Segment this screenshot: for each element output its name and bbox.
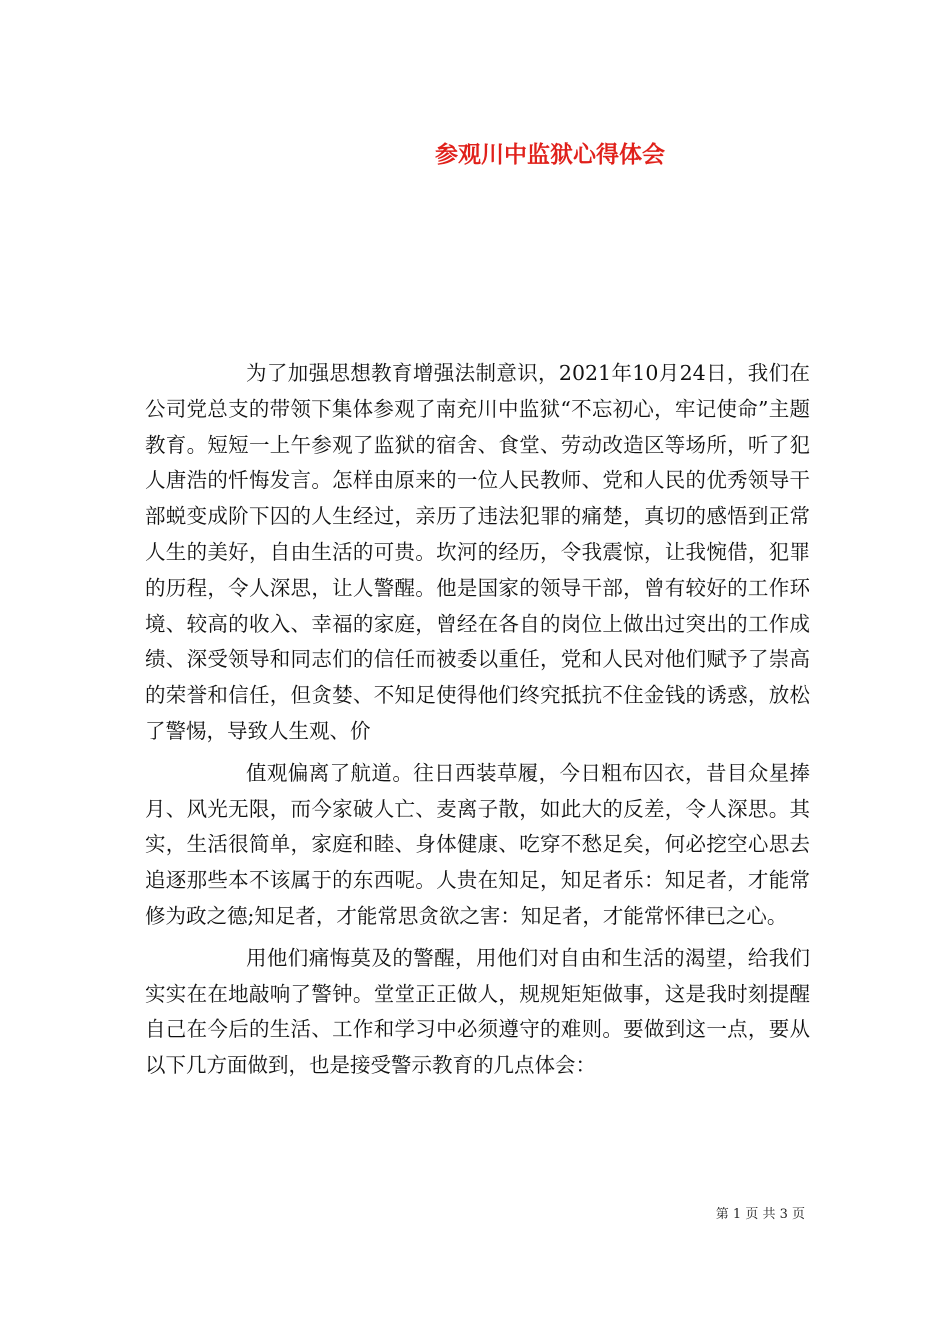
document-body xyxy=(145,356,810,1084)
paragraph-2: 值观偏离了航道。往日西装草履，今日粗布囚衣，昔目众星捧月、风光无限，而今家破人亡、麦离子散，如此大的反差，令人深思。其实，生活很简单，家庭和睦、身体健康、吃穿不愁足矣，何必挖空心思去追逐那些本不该属于的东西呢。人贵在知足，知足者乐：知足者，才能常修为政之德;知足者，才能常思贪欲之害：知足者，才能常怀律已之心。 xyxy=(145,760,810,928)
document-title: 参观川中监狱心得体会 xyxy=(435,142,665,168)
paragraph-1: 为了加强思想教育增强法制意识，2021年10月24日，我们在公司党总支的带领下集体参观了南充川中监狱“不忘初心，牢记使命”主题教育。短短一上午参观了监狱的宿舍、食堂、劳动改造区等场所，听了犯人唐浩的忏悔发言。怎样由原来的一位人民教师、党和人民的优秀领导干部蜕变成阶下囚的人生经过，亲历了违法犯罪的痛楚，真切的感悟到正常人生的美好，自由生活的可贵。坎河的经历，令我震惊，让我惋借，犯罪的历程，令人深思，让人警醒。他是国家的领导干部，曾有较好的工作环境、较高的收入、幸福的家庭，曾经在各自的岗位上做出过突出的工作成绩、深受领导和同志们的信任而被委以重任，党和人民对他们赋予了崇高的荣誉和信任，但贪婪、不知足使得他们终究抵抗不住金钱的诱惑，放松了警惕，导致人生观、价 xyxy=(145,361,810,743)
page-number: 第 1 页 共 3 页 xyxy=(715,1207,805,1222)
paragraph-3: 用他们痛悔莫及的警醒，用他们对自由和生活的渴望，给我们实实在在地敲响了警钟。堂堂正正做人，规规矩矩做事，这是我时刻提醒自己在今后的生活、工作和学习中必须遵守的难则。要做到这一点，要从以下几方面做到，也是接受警示教育的几点体会： xyxy=(145,945,810,1078)
